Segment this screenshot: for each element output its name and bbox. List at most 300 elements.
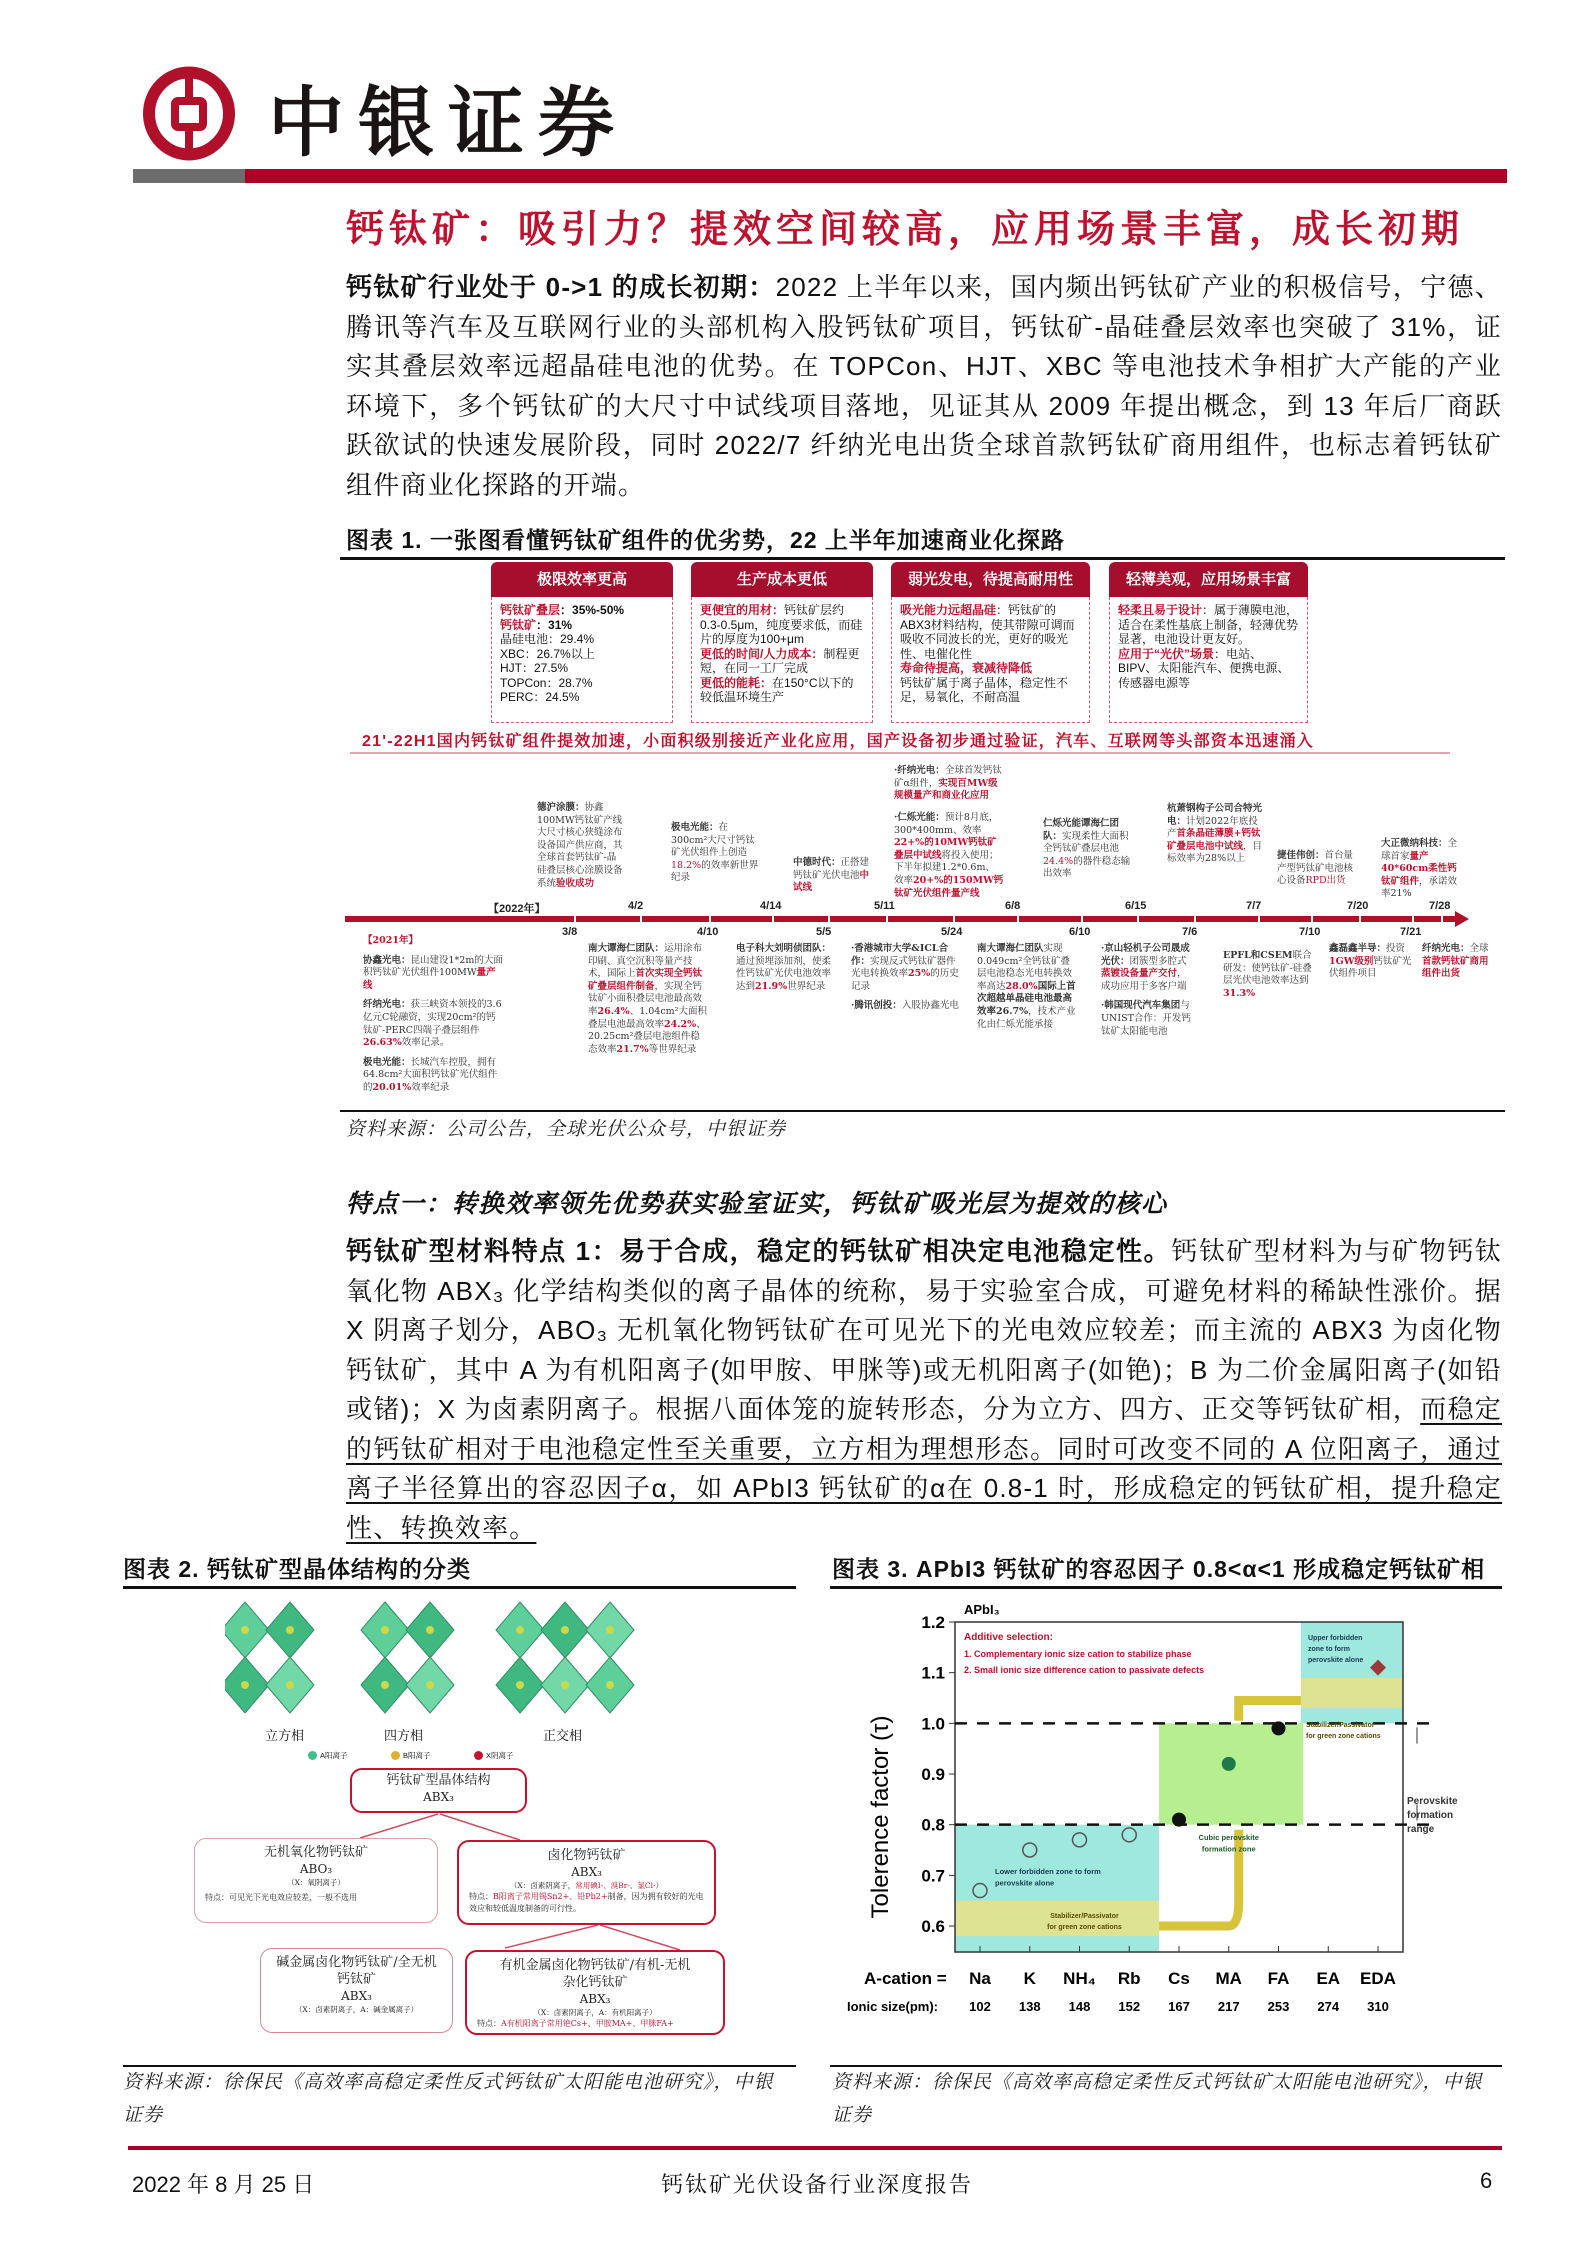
- text-segment: 、20.25cm²叠层电池组件稳态效率: [588, 1018, 706, 1055]
- timeline-event: [894, 765, 1004, 810]
- timeline-arrow-icon: [1455, 911, 1469, 927]
- b-cation-dot: [606, 1681, 614, 1689]
- text-segment: 与UNIST合作：开发钙钛矿太阳能电池: [1101, 1000, 1191, 1037]
- timeline-tick: [1311, 916, 1313, 922]
- event-paragraph: [1043, 818, 1135, 881]
- figure-2-title: 图表 2. 钙钛矿型晶体结构的分类: [123, 1556, 471, 1582]
- text-segment: ，实现全钙钛矿小面积叠层电池最高效率: [588, 980, 703, 1017]
- highlight-text: 实现百MW级规模量产和商业化应用: [894, 777, 998, 802]
- timeline-axis: [345, 916, 1457, 922]
- timeline-date: 6/10: [1069, 926, 1091, 938]
- box-formula: ABX₃: [341, 1989, 372, 2003]
- chart-zone: [1159, 1723, 1303, 1824]
- text-segment: 纤纳光电：: [363, 999, 411, 1011]
- y-tick-label: 0.6: [921, 1917, 945, 1937]
- ionic-size-label: 253: [1267, 1999, 1290, 2014]
- highlight-text: 量产线: [363, 967, 496, 991]
- text-segment: 世界纪录: [787, 980, 826, 992]
- highlight-text: 21.9%: [755, 980, 788, 992]
- advantage-box: [891, 562, 1090, 723]
- text-segment: ，目标效率为28%以上: [1167, 840, 1263, 865]
- text-segment: 钙钛矿行业处于 0->1 的成长初期：: [346, 272, 776, 302]
- highlight-text: 量产40*60cm柔性钙钛矿组件: [1381, 850, 1457, 887]
- highlight-text: 25%: [908, 968, 931, 980]
- timeline-date: 3/8: [562, 926, 578, 938]
- timeline-date: 5/24: [941, 926, 963, 938]
- highlight-text: 20.01%: [372, 1081, 412, 1093]
- timeline-date: 【2022年】: [488, 903, 546, 915]
- timeline-tick: [1194, 916, 1196, 922]
- highlight-text: 应用于“光伏”场景: [1118, 646, 1215, 661]
- box-note: [459, 1880, 714, 1891]
- text-segment: 协鑫光电：: [363, 954, 411, 966]
- timeline-event: [588, 943, 708, 1063]
- highlight-text: 首条晶硅薄膜+钙钛矿叠层电池中试线: [1167, 828, 1261, 852]
- highlight-text: 28.0%: [1005, 980, 1038, 992]
- text-segment: 杭萧钢构子公司合特光电：: [1167, 803, 1263, 827]
- figure-2-rule: [123, 1586, 796, 1589]
- text-segment: ·韩国现代汽车集团: [1101, 1000, 1181, 1012]
- text-segment: 中德时代：: [793, 857, 841, 868]
- y-axis-label: Tolerence factor (τ): [867, 1715, 894, 1919]
- x-category-label: FA: [1267, 1969, 1290, 1988]
- event-paragraph: [793, 857, 875, 895]
- highlight-text: B阳离子常用锡Sn2+、铅Pb2+: [493, 1892, 608, 1901]
- highlight-text: A有机阳离子常用铯Cs+、甲胺MA+、甲脒FA+: [501, 2019, 674, 2028]
- text-segment: ，承诺效率21%: [1381, 875, 1458, 900]
- text-segment: 获三峡资本领投的3.6亿元C轮融资，实现20cm²的钙钛矿-PERC四端子叠层组件: [363, 999, 502, 1036]
- x-category-label: MA: [1215, 1969, 1242, 1988]
- text-segment: 纤纳光电：: [1422, 943, 1470, 954]
- event-paragraph: [537, 802, 625, 890]
- timeline-tick: [1412, 916, 1414, 922]
- text-segment: 入股协鑫光电: [901, 1000, 959, 1012]
- b-cation-dot: [241, 1681, 249, 1689]
- event-paragraph: [1329, 943, 1414, 981]
- crystal-structure-illustration: [225, 1600, 665, 1720]
- timeline-tick: [1137, 916, 1139, 922]
- brand-name: 中银证券: [268, 78, 628, 167]
- banner-divider: [350, 752, 1450, 754]
- advantage-box: [691, 562, 873, 723]
- highlight-text: 24.4%: [1043, 855, 1074, 867]
- text-segment: ：35%-50%: [560, 603, 625, 617]
- annotation-text: Lower forbidden zone to form: [995, 1867, 1101, 1876]
- text-segment: ：电站、BIPV、太阳能汽车、便携电源、传感器电源等: [1118, 646, 1290, 690]
- timeline-date: 7/7: [1246, 900, 1262, 912]
- highlight-text: 21.7%: [616, 1043, 649, 1055]
- event-paragraph: [851, 943, 961, 993]
- b-cation-dot: [426, 1626, 434, 1634]
- text-segment: 的历史记录: [851, 968, 959, 992]
- text-segment: 实现柔性大面积全钙钛矿叠层电池: [1043, 830, 1129, 855]
- b-cation-dot: [516, 1681, 524, 1689]
- text-segment: 制程更短，在同一工厂完成: [700, 646, 860, 675]
- text-segment: ·京山轻机子公司晟成光伏：: [1101, 943, 1190, 967]
- phase-label: 正交相: [543, 1728, 583, 1743]
- box-note: （X：氧阴离子）: [287, 1878, 345, 1887]
- chart-title: APbI₃: [964, 1602, 1000, 1617]
- event-paragraph: [894, 765, 1004, 803]
- highlight-text: 轻柔且易于设计: [1118, 603, 1203, 617]
- box-feature: [459, 1891, 714, 1915]
- text-segment: 联合研发：使钙钛矿-硅叠层光伏电池效率达到: [1223, 950, 1312, 987]
- timeline-tick: [640, 916, 642, 922]
- highlight-text: 26.4%: [597, 1005, 630, 1017]
- annotation-text: Additive selection:: [964, 1632, 1053, 1643]
- advantage-box-body: [891, 597, 1090, 723]
- timeline-date: 7/10: [1299, 926, 1321, 938]
- b-cation-dot: [381, 1626, 389, 1634]
- timeline-event: [1422, 943, 1497, 988]
- figure-1-banner: 21'-22H1国内钙钛矿组件提效加速，小面积级别接近产业化应用，国产设备初步通过验证，汽车、互联网等头部资本迅速涌入: [362, 733, 1314, 750]
- timeline-date: 6/15: [1125, 900, 1147, 912]
- advantage-box-header: 轻薄美观，应用场景丰富: [1109, 562, 1308, 597]
- figure-1-source: 资料来源：公司公告，全球光伏公众号，中银证券: [346, 1119, 787, 1140]
- text-segment: 制备，因为拥有较好的光电效应和较低温度制备的可行性。: [469, 1892, 704, 1913]
- section-paragraph: [346, 1232, 1502, 1548]
- text-segment: ：属于薄膜电池，适合在柔性基底上制备，轻薄优势显著，电池设计更友好。: [1118, 603, 1299, 646]
- text-segment: ：钙钛矿的ABX3材料结构，使其带隙可调而吸收不同波长的光，更好的吸光性、电催化性: [900, 603, 1075, 661]
- x-category-label: Na: [969, 1969, 991, 1988]
- text-segment: 特点：: [477, 2019, 501, 2028]
- x-category-label: NH₄: [1063, 1969, 1096, 1988]
- annotation-text: Upper forbidden: [1308, 1635, 1363, 1642]
- text-segment: 、1.04cm²大面积叠层电池最高效率: [588, 1005, 707, 1030]
- text-segment: 极电光能：: [363, 1056, 411, 1068]
- highlight-text: 常用碘I-、溴Br-、氯Cl-: [575, 1881, 656, 1890]
- timeline-event: [537, 802, 625, 897]
- timeline-tick: [1081, 916, 1083, 922]
- tolerance-factor-chart: [840, 1600, 1520, 2040]
- timeline-event: [977, 943, 1077, 1038]
- text-segment: ·仁烁光能：: [894, 812, 945, 823]
- text-segment: 而稳定的钙钛矿相对于电池稳定性至关重要，立方相为理想形态。同时可改变不同的 A 位阳离子，通过离子半径算出的容忍因子α，如 APbI3 钙钛矿的α在 0.8-1 时，形成稳定的钙钛矿相，提升稳定性、转换效率。: [346, 1394, 1502, 1543]
- text-segment: 等世界纪录: [648, 1043, 697, 1055]
- annotation-text: Stabilizer/Passivator: [1050, 1913, 1119, 1920]
- text-segment: 预计8月底，300*400mm、效率: [894, 812, 999, 836]
- highlight-text: 验收成功: [556, 877, 595, 889]
- box-formula: ABX₃: [571, 1865, 602, 1879]
- box-note: （X：卤素阴离子，A：有机阳离子）: [533, 2008, 657, 2017]
- highlight-text: 钙钛矿: [500, 617, 537, 632]
- timeline-tick: [953, 916, 955, 922]
- event-paragraph: [363, 935, 503, 948]
- x-category-label: Cs: [1168, 1969, 1190, 1988]
- advantage-box-header: 生产成本更低: [691, 562, 873, 597]
- text-segment: ）: [655, 1881, 664, 1890]
- b-cation-dot: [561, 1626, 569, 1634]
- highlight-text: RPD出货: [1305, 875, 1346, 887]
- text-segment: 的效率新世界纪录: [671, 859, 759, 884]
- figure-1-bottom-rule: [340, 1110, 1505, 1112]
- highlight-text: 24.2%: [664, 1018, 697, 1030]
- annotation-text: 1. Complementary ionic size cation to stabilize phase: [964, 1649, 1192, 1659]
- highlight-text: 【2021年】: [363, 935, 418, 946]
- text-segment: 特点：可见光下光电效应较差，一般不选用: [205, 1893, 357, 1902]
- box-formula: ABX₃: [423, 1790, 454, 1804]
- event-paragraph: [894, 812, 1004, 900]
- event-paragraph: [1101, 943, 1196, 993]
- text-segment: 钙钛矿层约0.3-0.5μm，纯度要求低，而硅片的厚度为100+μm: [700, 603, 863, 646]
- b-cation-dot: [286, 1681, 294, 1689]
- event-paragraph: [1277, 850, 1357, 888]
- text-segment: 在300cm²大尺寸钙钛矿光伏组件上创造: [671, 822, 755, 859]
- footer-rule: [128, 2146, 1502, 2150]
- timeline-date: 7/28: [1429, 900, 1451, 912]
- y-tick-label: 1.2: [921, 1613, 945, 1632]
- annotation-text: Cubic perovskite: [1198, 1833, 1259, 1842]
- text-segment: 2022 上半年以来，国内频出钙钛矿产业的积极信号，宁德、腾讯等汽车及互联网行业的头部机构入股钙钛矿项目，钙钛矿-晶硅叠层效率也突破了 31%，证实其叠层效率远超晶硅电池的优势。在 TOPCon、HJT、XBC 等电池技术争相扩大产能的产业环境下，多个钙钛矿的大尺寸中试线项目落地，见证其从 2009 年提出概念，到 13 年后厂商跃跃欲试的快速发展阶段，同时 2022/7 纤纳光电出货全球首款钙钛矿商用组件，也标志着钙钛矿组件商业化探路的开端。: [346, 272, 1502, 500]
- text-segment: EPFL和CSEM: [1223, 950, 1293, 961]
- x-category-label: EA: [1316, 1969, 1341, 1988]
- text-segment: 计划2022年底投产: [1167, 815, 1258, 840]
- data-point-filled: [1272, 1721, 1286, 1735]
- y-tick-label: 0.9: [921, 1765, 945, 1785]
- text-segment: 投资: [1386, 943, 1406, 954]
- y-tick-label: 0.7: [921, 1866, 945, 1886]
- annotation-text: Perovskite: [1407, 1796, 1458, 1807]
- bank-of-china-logo: [142, 66, 236, 161]
- text-segment: 鑫磊鑫半导：: [1329, 943, 1387, 954]
- highlight-text: 31.3%: [1223, 987, 1256, 999]
- text-segment: 电子科大刘明侦团队：: [736, 943, 832, 954]
- timeline-event: [363, 935, 503, 1102]
- annotation-text: 2. Small ionic size difference cation to passivate defects: [964, 1665, 1205, 1675]
- timeline-date: 7/6: [1182, 926, 1198, 938]
- event-paragraph: [363, 999, 503, 1049]
- text-segment: ，技术产业化由仁烁光能承接: [977, 1005, 1076, 1030]
- timeline-date: 5/11: [874, 900, 895, 912]
- text-segment: 昆山建设1*2m的大面积钙钛矿光伏组件100MW: [363, 954, 503, 979]
- timeline-event: [736, 943, 836, 1000]
- y-tick-label: 1.1: [921, 1663, 945, 1683]
- halide-perovskite-box: [457, 1840, 716, 1925]
- legend-dot-icon: [391, 1751, 400, 1760]
- text-segment: 实现0.049cm²全钙钛矿叠层电池稳态光电转换效率高达: [977, 943, 1073, 992]
- text-segment: 在150°C以下的较低温环境生产: [700, 675, 854, 704]
- advantage-box-body: [1109, 597, 1308, 723]
- text-segment: 极电光能：: [671, 822, 719, 833]
- text-segment: 钙钛矿型材料特点 1：易于合成，稳定的钙钛矿相决定电池稳定性。: [346, 1236, 1172, 1266]
- text-segment: 的器件稳态输出效率: [1043, 855, 1131, 880]
- ionic-size-label: 217: [1217, 1999, 1240, 2014]
- timeline-date: 5/5: [816, 926, 832, 938]
- event-paragraph: [851, 1000, 961, 1013]
- box-formula: ABO₃: [299, 1862, 333, 1876]
- advantage-box: [491, 562, 673, 723]
- legend-label: A阳离子: [320, 1751, 348, 1760]
- page-title: 钙钛矿：吸引力？提效空间较高，应用场景丰富，成长初期: [346, 206, 1465, 251]
- highlight-text: 钙钛矿叠层: [500, 603, 561, 617]
- text-segment: 将投入使用；下半年拟建1.2*0.6m、效率: [894, 849, 999, 886]
- b-cation-dot: [516, 1626, 524, 1634]
- annotation-text: for green zone cations: [1306, 1733, 1381, 1740]
- event-paragraph: [1381, 838, 1461, 901]
- annotation-text: Stabilizer/Passivator: [1306, 1722, 1375, 1729]
- event-paragraph: [588, 943, 708, 1056]
- advantage-box-header: 弱光发电，待提高耐用性: [891, 562, 1090, 597]
- x-axis-label: A-cation =: [864, 1969, 947, 1988]
- text-segment: 大正微纳科技：: [1381, 838, 1448, 849]
- text-segment: 特点：: [469, 1892, 493, 1901]
- data-point-filled: [1172, 1813, 1186, 1827]
- text-segment: 南大谭海仁团队：: [588, 943, 665, 954]
- timeline-event: [1381, 838, 1461, 908]
- arrow-down-icon: [1239, 1701, 1301, 1721]
- box-note: （X：卤素阴离子，A：碱金属离子）: [294, 2005, 419, 2014]
- annotation-text: formation: [1407, 1810, 1454, 1821]
- text-segment: 捷佳伟创：: [1277, 850, 1325, 861]
- oxide-perovskite-box: [194, 1838, 438, 1923]
- box-title: 有机金属卤化物钙钛矿/有机-无机杂化钙钛矿: [499, 1958, 691, 1990]
- ionic-size-axis-label: Ionic size(pm):: [847, 1999, 939, 2014]
- ionic-size-label: 310: [1367, 1999, 1389, 2014]
- highlight-text: 1GW级别: [1329, 955, 1374, 967]
- timeline-tick: [1441, 916, 1443, 922]
- timeline-date: 4/2: [628, 900, 644, 912]
- annotation-text: zone to form: [1308, 1646, 1350, 1653]
- text-segment: 德沪涂膜：: [537, 802, 585, 813]
- text-segment: ·香港城市大学&ICL合作：: [851, 943, 949, 967]
- highlight-text: 18.2%: [671, 859, 702, 871]
- box-feature: [467, 2018, 723, 2030]
- event-paragraph: [977, 943, 1077, 1031]
- highlight-text: 更低的能耗：: [700, 675, 773, 690]
- text-segment: 协鑫100MW钙钛矿产线大尺寸核心狭缝涂布设备国产供应商，其全球首套钙钛矿-晶硅叠层核心涂膜设备系统: [537, 802, 623, 889]
- annotation-text: perovskite alone: [1308, 1657, 1364, 1664]
- timeline-tick: [886, 916, 888, 922]
- annotation-text: formation zone: [1201, 1844, 1256, 1854]
- header-bar-red: [245, 169, 1507, 183]
- box-title: 钙钛矿型晶体结构: [386, 1773, 491, 1788]
- highlight-text: 更便宜的用材：: [700, 603, 785, 617]
- advantage-box-body: [491, 597, 673, 723]
- text-segment: 仁烁光能谭海仁团队：: [1043, 818, 1120, 842]
- x-category-label: K: [1023, 1969, 1036, 1988]
- figure-3-source: 资料来源：徐保民《高效率高稳定柔性反式钙钛矿太阳能电池研究》，中银证券: [832, 2072, 1483, 2126]
- text-segment: ：31%: [536, 617, 573, 632]
- text-segment: 钙钛矿型材料为与矿物钙钛氧化物 ABX₃ 化学结构类似的离子晶体的统称，易于实验室合成，可避免材料的稀缺性涨价。据 X 阴离子划分，ABO₃ 无机氧化物钙钛矿在可见光下的光电效应较差；而主流的 ABX3 为卤化物钙钛矿，其中 A 为有机阳离子(如甲胺、甲脒等)或无机阳离子(如铯)；B 为二价金属阳离子(如铅或锗)；X 为卤素阴离子。根据八面体笼的旋转形态，分为立方、四方、正交等钙钛矿相，: [346, 1236, 1502, 1424]
- page-number: 6: [1480, 2168, 1493, 2193]
- text-segment: 首台量产型钙钛矿电池核心设备: [1277, 850, 1354, 887]
- box-title: 卤化物钙钛矿: [547, 1848, 626, 1863]
- timeline-tick: [772, 916, 774, 922]
- text-segment: 长城汽车控股，拥有64.8cm²大面积钙钛矿光伏组件的: [363, 1056, 498, 1093]
- highlight-text: 蒸镀设备量产交付: [1101, 968, 1178, 980]
- footer-report-name: 钙钛矿光伏设备行业深度报告: [661, 2172, 974, 2197]
- highlight-text: 吸光能力远超晶硅: [900, 603, 997, 617]
- text-segment: 效率记录。: [401, 1037, 450, 1049]
- x-category-label: Rb: [1117, 1969, 1141, 1988]
- text-segment: ·纤纳光电：: [894, 765, 945, 776]
- timeline-tick: [1359, 916, 1361, 922]
- footer-date: 2022 年 8 月 25 日: [132, 2172, 315, 2197]
- event-paragraph: [1167, 803, 1267, 866]
- text-segment: 团簇型多腔式: [1129, 955, 1187, 967]
- legend-dot-icon: [308, 1751, 317, 1760]
- highlight-text: 26.63%: [363, 1037, 402, 1049]
- timeline-tick: [828, 916, 830, 922]
- b-cation-dot: [606, 1626, 614, 1634]
- b-cation-dot: [426, 1681, 434, 1689]
- highlight-text: 更低的时间/人力成本：: [700, 646, 824, 661]
- text-segment: 钙钛矿属于离子晶体，稳定性不足，易氧化，不耐高温: [900, 675, 1069, 704]
- annotation-text: range: [1407, 1824, 1435, 1835]
- root-structure-box: [350, 1768, 527, 1813]
- text-segment: 南大谭海仁团队: [977, 943, 1044, 954]
- timeline-date: 6/8: [1005, 900, 1021, 912]
- box-formula: ABX₃: [579, 1992, 611, 2006]
- figure-3-rule: [830, 1586, 1502, 1589]
- ionic-size-label: 148: [1068, 1999, 1091, 2014]
- event-paragraph: [671, 822, 759, 885]
- timeline-event: [1043, 818, 1135, 888]
- figure-2-source: 资料来源：徐保民《高效率高稳定柔性反式钙钛矿太阳能电池研究》，中银证券: [123, 2072, 774, 2126]
- chart-zone: [1301, 1678, 1403, 1708]
- timeline-event: [671, 822, 759, 892]
- hybrid-halide-box: [465, 1950, 725, 2035]
- ionic-size-label: 274: [1317, 1999, 1340, 2014]
- y-tick-label: 0.8: [921, 1815, 945, 1835]
- annotation-text: perovskite alone: [995, 1878, 1055, 1888]
- ionic-size-label: 138: [1018, 1999, 1041, 2014]
- event-paragraph: [1223, 950, 1318, 1000]
- b-cation-dot: [241, 1626, 249, 1634]
- highlight-text: 22+%的10MW钙钛矿叠层中试线: [894, 837, 997, 861]
- figure-3-title: 图表 3. APbI3 钙钛矿的容忍因子 0.8<α<1 形成稳定钙钛矿相: [832, 1556, 1486, 1582]
- ionic-size-label: 102: [969, 1999, 991, 2014]
- highlight-text: 首次实现全钙钛矿叠层组件制备: [588, 968, 703, 992]
- text-segment: 全球: [1469, 943, 1489, 954]
- header-bar-gray: [133, 169, 245, 183]
- ionic-size-label: 167: [1168, 1999, 1190, 2014]
- b-cation-dot: [561, 1681, 569, 1689]
- timeline-event: [1223, 950, 1318, 1007]
- b-cation-dot: [286, 1626, 294, 1634]
- timeline-event: [793, 857, 875, 902]
- text-segment: 实现反式钙钛矿器件光电转换效率: [851, 955, 956, 980]
- text-segment: 通过预埋添加剂，使柔性钙钛矿光伏电池效率达到: [736, 955, 832, 992]
- highlight-text: 20+%的150MW钙钛矿光伏组件量产线: [894, 874, 1004, 899]
- text-segment: 全球首发钙钛矿α组件，: [894, 765, 1002, 789]
- timeline-tick: [1258, 916, 1260, 922]
- annotation-text: for green zone cations: [1047, 1924, 1122, 1931]
- advantage-box: [1109, 562, 1308, 723]
- timeline-date: 4/10: [697, 926, 719, 938]
- ionic-size-label: 152: [1118, 1999, 1141, 2014]
- text-segment: （X：卤素阴离子，: [509, 1881, 576, 1890]
- b-cation-dot: [381, 1681, 389, 1689]
- timeline-tick: [1017, 916, 1019, 922]
- event-paragraph: [1422, 943, 1497, 981]
- event-paragraph: [1101, 1000, 1196, 1038]
- legend-label: B阳离子: [403, 1751, 431, 1760]
- event-paragraph: [363, 955, 503, 993]
- timeline-event: [1277, 850, 1357, 895]
- timeline-date: 7/21: [1400, 926, 1422, 938]
- figure-1-rule: [340, 557, 1505, 560]
- x-category-label: EDA: [1360, 1969, 1396, 1988]
- text-segment: 国际上首次超越单晶硅电池最高效率26.7%: [977, 980, 1076, 1017]
- box-title: 无机氧化物钙钛矿: [263, 1845, 368, 1860]
- timeline-tick: [574, 916, 576, 922]
- legend-label: X阴离子: [486, 1751, 514, 1760]
- highlight-text: 寿命待提高，衰减待降低: [900, 661, 1033, 675]
- timeline-event: [894, 812, 1004, 907]
- text-segment: 正搭建钙钛矿光伏电池: [793, 857, 870, 881]
- text-segment: 全球首家: [1381, 838, 1458, 862]
